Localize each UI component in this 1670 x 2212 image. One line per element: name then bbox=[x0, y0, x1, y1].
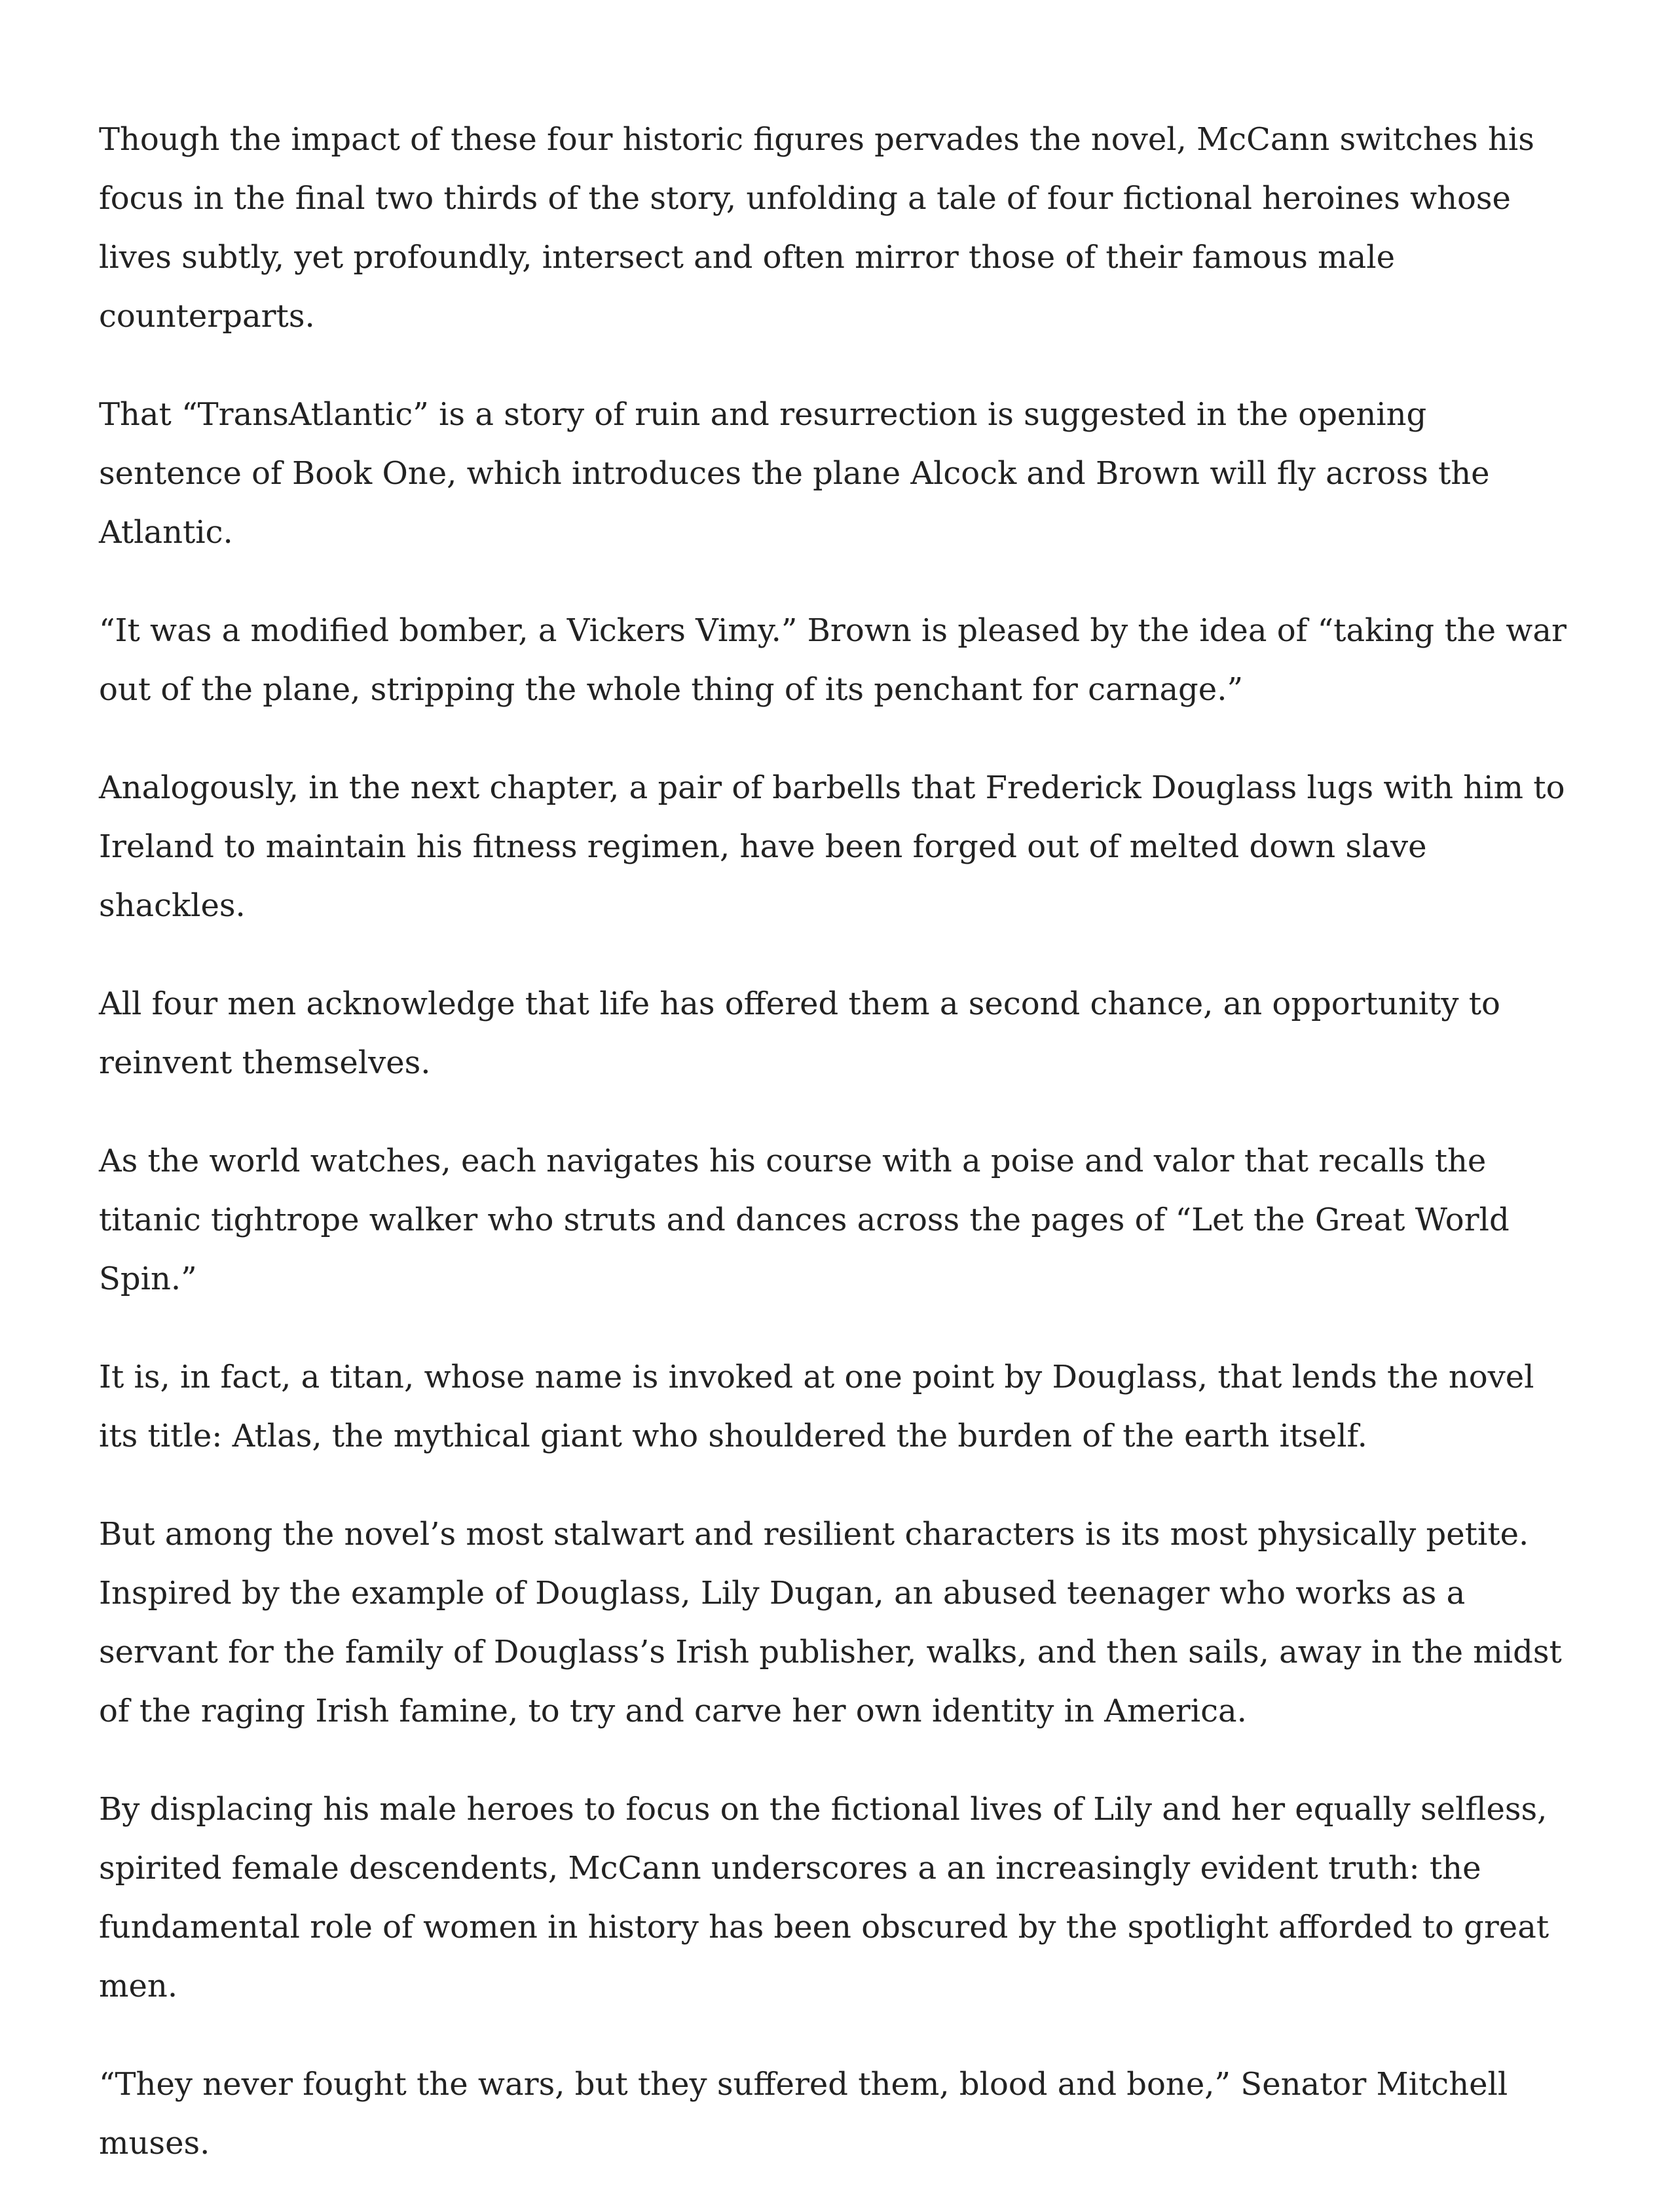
paragraph: That “TransAtlantic” is a story of ruin and resurrection is suggested in the opening sentence of Book One, which introduces the plane Alcock and Brown will fly across the Atlantic. bbox=[99, 396, 1490, 551]
paragraph: “They never fought the wars, but they suffered them, blood and bone,” Senator Mitchell muses. bbox=[99, 2066, 1508, 2162]
paragraph: As the world watches, each navigates his course with a poise and valor that recalls the titanic tightrope walker who struts and dances across the pages of “Let the Great World Spin.” bbox=[99, 1143, 1510, 1297]
article-body bbox=[99, 110, 1572, 2212]
paragraph: All four men acknowledge that life has offered them a second chance, an opportunity to reinvent themselves. bbox=[99, 986, 1500, 1081]
paragraph: By displacing his male heroes to focus on the fictional lives of Lily and her equally selfless, spirited female descendents, McCann underscores a an increasingly evident truth: the fundamental role of women in history has been obscured by the spotlight afforded to great men. bbox=[99, 1791, 1549, 2004]
paragraph: “It was a modified bomber, a Vickers Vimy.” Brown is pleased by the idea of “taking the war out of the plane, stripping the whole thing of its penchant for carnage.” bbox=[99, 612, 1567, 708]
paragraph: Analogously, in the next chapter, a pair of barbells that Frederick Douglass lugs with him to Ireland to maintain his fitness regimen, have been forged out of melted down slave shackles. bbox=[99, 769, 1565, 924]
paragraph: But among the novel’s most stalwart and resilient characters is its most physically petite. Inspired by the example of Douglass, Lily Dugan, an abused teenager who works as a servant for the family of Douglass’s Irish publisher, walks, and then sails, away in the midst of the raging Irish famine, to try and carve her own identity in America. bbox=[99, 1516, 1562, 1729]
paragraph: Though the impact of these four historic figures pervades the novel, McCann switches his focus in the final two thirds of the story, unfolding a tale of four fictional heroines whose lives subtly, yet profoundly, intersect and often mirror those of their famous male counterparts. bbox=[99, 121, 1534, 335]
paragraph: It is, in fact, a titan, whose name is invoked at one point by Douglass, that lends the novel its title: Atlas, the mythical giant who shouldered the burden of the earth itself. bbox=[99, 1359, 1534, 1454]
